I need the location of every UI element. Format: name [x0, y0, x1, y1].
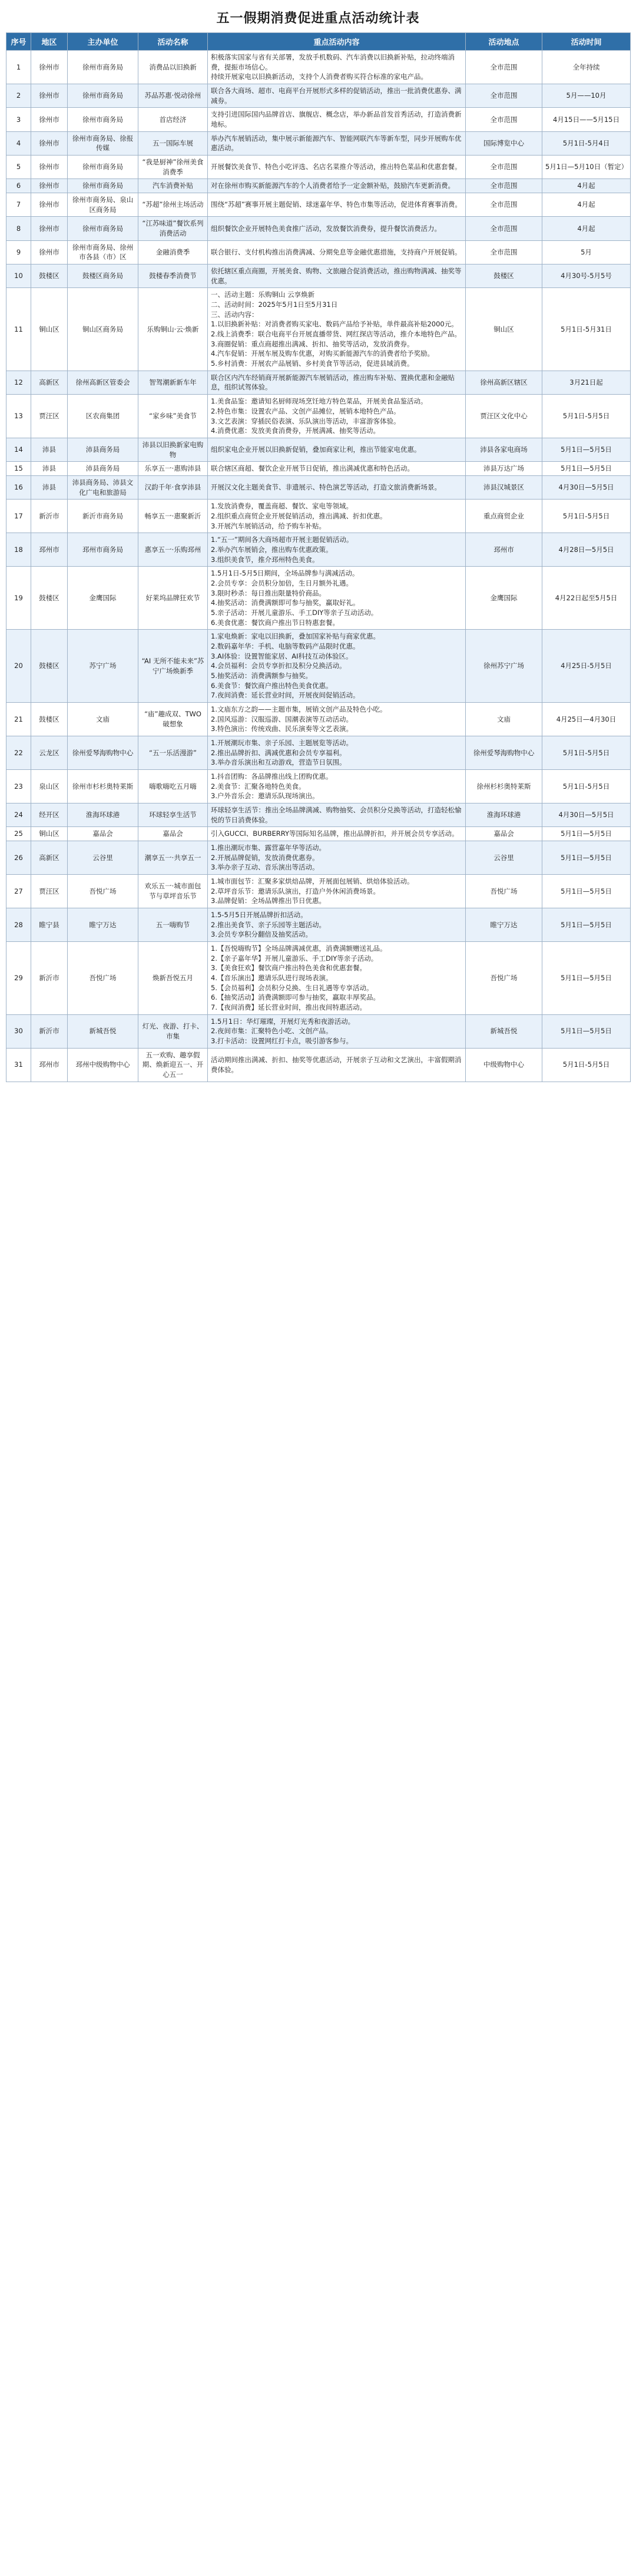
cell-time: 4月15日——5月15日 [542, 108, 631, 131]
page [0, 0, 636, 1089]
cell-place: 徐州高新区辖区 [466, 371, 542, 394]
cell-region: 鼓楼区 [31, 630, 68, 703]
cell-region: 新沂市 [31, 500, 68, 533]
cell-organizer: 徐州市商务局 [68, 108, 138, 131]
cell-activity-content: 1.城市面包节：汇聚多家烘焙品牌，开展面包展销、烘焙体验活动。 2.草坪音乐节：邀请乐队演出，打造户外休闲消费场景。 3.品牌促销：全场品牌推出节日优惠。 [208, 875, 466, 908]
cell-no: 21 [6, 702, 31, 736]
cell-time: 4月起 [542, 179, 631, 193]
cell-time: 5月1日-5月31日 [542, 288, 631, 371]
cell-activity-content: 支持引进国际国内品牌首店、旗舰店、概念店，举办新品首发首秀活动，打造消费新地标。 [208, 108, 466, 131]
cell-activity-name: “五一乐活漫游” [138, 736, 208, 769]
cell-organizer: 嘉品会 [68, 827, 138, 841]
cell-organizer: 新沂市商务局 [68, 500, 138, 533]
cell-activity-content: 1.抖音团购：各品牌推出线上团购优惠。 2.美食节：汇聚各地特色美食。 3.户外音乐会：邀请乐队现场演出。 [208, 770, 466, 803]
cell-region: 徐州市 [31, 156, 68, 179]
header-time: 活动时间 [542, 33, 631, 51]
cell-activity-content: 对在徐州市购买新能源汽车的个人消费者给予一定金额补贴，鼓励汽车更新消费。 [208, 179, 466, 193]
cell-place: 全市范围 [466, 84, 542, 108]
cell-place: 徐州杉杉奥特莱斯 [466, 770, 542, 803]
table-row [6, 462, 631, 476]
cell-region: 徐州市 [31, 108, 68, 131]
cell-place: 吾悦广场 [466, 942, 542, 1015]
cell-no: 13 [6, 395, 31, 438]
cell-no: 6 [6, 179, 31, 193]
cell-place: 全市范围 [466, 156, 542, 179]
cell-organizer: 沛县商务局、沛县文化广电和旅游局 [68, 475, 138, 499]
cell-no: 16 [6, 475, 31, 499]
cell-activity-name: 沛县以旧换新家电购物 [138, 438, 208, 461]
table-row [6, 438, 631, 461]
cell-activity-name: “AI 无所不能未来”苏宁广场焕新季 [138, 630, 208, 703]
table-row [6, 217, 631, 240]
cell-time: 5月1日—5月10日（暂定） [542, 156, 631, 179]
cell-organizer: 徐州市商务局、徐州市各县（市）区 [68, 240, 138, 264]
cell-activity-name: 五一国际车展 [138, 131, 208, 155]
cell-organizer: 淮海环球港 [68, 803, 138, 827]
table-header-row [6, 33, 631, 51]
cell-region: 高新区 [31, 371, 68, 394]
cell-place: 吾悦广场 [466, 875, 542, 908]
cell-organizer: 睢宁万达 [68, 908, 138, 942]
cell-activity-content: 开展汉文化主题美食节、非遗展示、特色演艺等活动，打造文旅消费新场景。 [208, 475, 466, 499]
cell-region: 邳州市 [31, 533, 68, 567]
cell-activity-name: 畅享五一·惠聚新沂 [138, 500, 208, 533]
table-row [6, 371, 631, 394]
table-row [6, 264, 631, 288]
cell-place: 鼓楼区 [466, 264, 542, 288]
cell-time: 4月25日—4月30日 [542, 702, 631, 736]
cell-time: 5月 [542, 240, 631, 264]
cell-region: 徐州市 [31, 193, 68, 217]
cell-organizer: 沛县商务局 [68, 462, 138, 476]
cell-activity-content: 组织家电企业开展以旧换新促销，叠加商家让利，推出节能家电优惠。 [208, 438, 466, 461]
cell-place: 贾汪区文化中心 [466, 395, 542, 438]
cell-time: 5月1日—5月5日 [542, 841, 631, 875]
cell-activity-name: 潮享五一·共享五一 [138, 841, 208, 875]
cell-time: 5月1日-5月4日 [542, 131, 631, 155]
cell-activity-name: 首店经济 [138, 108, 208, 131]
cell-no: 12 [6, 371, 31, 394]
cell-no: 20 [6, 630, 31, 703]
cell-region: 新沂市 [31, 942, 68, 1015]
cell-activity-content: 1.文庙东方之韵——主题市集，展销文创产品及特色小吃。 2.国风巡游：汉服巡游、国潮表演等互动活动。 3.特色演出：传统戏曲、民乐演奏等文艺表演。 [208, 702, 466, 736]
cell-no: 30 [6, 1014, 31, 1048]
cell-activity-name: “苏超”徐州主场活动 [138, 193, 208, 217]
cell-organizer: 徐州市商务局 [68, 217, 138, 240]
cell-place: 沛县汉城景区 [466, 475, 542, 499]
cell-activity-name: 金融消费季 [138, 240, 208, 264]
cell-place: 邳州市 [466, 533, 542, 567]
cell-organizer: 新城吾悦 [68, 1014, 138, 1048]
cell-no: 28 [6, 908, 31, 942]
header-organizer: 主办单位 [68, 33, 138, 51]
cell-activity-name: “家乡味”美食节 [138, 395, 208, 438]
cell-activity-name: 苏品苏惠·悦动徐州 [138, 84, 208, 108]
table-row [6, 179, 631, 193]
cell-region: 高新区 [31, 841, 68, 875]
cell-activity-content: 1.家电焕新：家电以旧换新，叠加国家补贴与商家优惠。 2.数码嘉年华：手机、电脑等数码产品限时优惠。 3.AI体验：设置智能家居、AI科技互动体验区。 4.会员福利：会员专享折扣及积分兑换活动。 5.抽奖活动：消费满额参与抽奖。 6.美食节：餐饮商户推出特色美食优惠。 7.夜间消费：延长营业时间，开展夜间促销活动。 [208, 630, 466, 703]
cell-time: 4月22日起至5月5日 [542, 567, 631, 630]
cell-place: 全市范围 [466, 51, 542, 84]
cell-activity-name: 乐购铜山·云·焕新 [138, 288, 208, 371]
cell-organizer: 沛县商务局 [68, 438, 138, 461]
cell-place: 铜山区 [466, 288, 542, 371]
cell-time: 全年持续 [542, 51, 631, 84]
cell-activity-name: 五一嗨购节 [138, 908, 208, 942]
cell-region: 鼓楼区 [31, 567, 68, 630]
cell-region: 睢宁县 [31, 908, 68, 942]
cell-time: 4月起 [542, 193, 631, 217]
cell-no: 25 [6, 827, 31, 841]
cell-region: 徐州市 [31, 217, 68, 240]
cell-organizer: 邳州市商务局 [68, 533, 138, 567]
table-row [6, 827, 631, 841]
cell-time: 5月1日—5月5日 [542, 1014, 631, 1048]
cell-activity-name: 焕新吾悦五月 [138, 942, 208, 1015]
cell-activity-content: 联合区内汽车经销商开展新能源汽车展销活动，推出购车补贴、置换优惠和金融贴息，组织试驾体验。 [208, 371, 466, 394]
cell-activity-name: 智驾潮新新车年 [138, 371, 208, 394]
cell-no: 22 [6, 736, 31, 769]
cell-activity-name: 欢乐五一·城市面包节与草坪音乐节 [138, 875, 208, 908]
cell-organizer: 云谷里 [68, 841, 138, 875]
table-row [6, 131, 631, 155]
cell-no: 4 [6, 131, 31, 155]
cell-no: 15 [6, 462, 31, 476]
cell-time: 5月1日—5月5日 [542, 438, 631, 461]
cell-no: 26 [6, 841, 31, 875]
cell-place: 全市范围 [466, 108, 542, 131]
cell-activity-name: 汉韵千年·食享沛县 [138, 475, 208, 499]
cell-time: 5月1日—5月5日 [542, 827, 631, 841]
cell-activity-content: 开展餐饮美食节、特色小吃评选、名店名菜推介等活动，推出特色菜品和优惠套餐。 [208, 156, 466, 179]
cell-place: 嘉品会 [466, 827, 542, 841]
cell-time: 5月1日—5月5日 [542, 942, 631, 1015]
table-row [6, 193, 631, 217]
table-row [6, 1014, 631, 1048]
cell-activity-name: 嗨歌嗨吃五月嗨 [138, 770, 208, 803]
cell-region: 鼓楼区 [31, 702, 68, 736]
cell-no: 3 [6, 108, 31, 131]
cell-organizer: 邳州中级购物中心 [68, 1048, 138, 1082]
cell-region: 徐州市 [31, 84, 68, 108]
table-row [6, 475, 631, 499]
table-row [6, 84, 631, 108]
cell-place: 全市范围 [466, 240, 542, 264]
cell-organizer: 徐州市商务局、泉山区商务局 [68, 193, 138, 217]
cell-activity-content: 引入GUCCI、BURBERRY等国际知名品牌，推出品牌折扣，并开展会员专享活动。 [208, 827, 466, 841]
table-row [6, 395, 631, 438]
cell-region: 经开区 [31, 803, 68, 827]
cell-place: 国际博览中心 [466, 131, 542, 155]
table-body [6, 51, 631, 1082]
cell-time: 4月30日—5月5日 [542, 803, 631, 827]
cell-organizer: 徐州市商务局 [68, 51, 138, 84]
table-row [6, 841, 631, 875]
table-row [6, 1048, 631, 1082]
cell-region: 徐州市 [31, 240, 68, 264]
header-place: 活动地点 [466, 33, 542, 51]
table-row [6, 803, 631, 827]
cell-time: 4月30日—5月5日 [542, 475, 631, 499]
cell-activity-content: 联合各大商场、超市、电商平台开展形式多样的促销活动，推出一批消费优惠券、满减券。 [208, 84, 466, 108]
cell-no: 31 [6, 1048, 31, 1082]
cell-region: 徐州市 [31, 51, 68, 84]
table-row [6, 770, 631, 803]
cell-activity-content: 1.发放消费券，覆盖商超、餐饮、家电等领域。 2.组织重点商贸企业开展促销活动，推出满减、折扣优惠。 3.开展汽车展销活动，给予购车补贴。 [208, 500, 466, 533]
cell-activity-content: 积极落实国家与省有关部署，发放手机数码、汽车消费以旧换新补贴，拉动终端消费，提振市场信心。 持续开展家电以旧换新活动，支持个人消费者购买符合标准的家电产品。 [208, 51, 466, 84]
cell-activity-content: 1.开展潮玩市集、亲子乐园、主题展览等活动。 2.推出品牌折扣、满减优惠和会员专享福利。 3.举办音乐演出和互动游戏，营造节日氛围。 [208, 736, 466, 769]
cell-no: 11 [6, 288, 31, 371]
cell-time: 4月30号-5月5号 [542, 264, 631, 288]
cell-no: 27 [6, 875, 31, 908]
table-row [6, 942, 631, 1015]
cell-place: 云谷里 [466, 841, 542, 875]
table-row [6, 51, 631, 84]
cell-no: 23 [6, 770, 31, 803]
cell-time: 5月1日—5月5日 [542, 875, 631, 908]
cell-activity-name: 消费品以旧换新 [138, 51, 208, 84]
cell-no: 29 [6, 942, 31, 1015]
cell-time: 5月1日—5月5日 [542, 462, 631, 476]
cell-place: 徐州爱琴海购物中心 [466, 736, 542, 769]
cell-no: 10 [6, 264, 31, 288]
table-row [6, 108, 631, 131]
cell-no: 9 [6, 240, 31, 264]
cell-region: 新沂市 [31, 1014, 68, 1048]
cell-region: 贾汪区 [31, 875, 68, 908]
cell-activity-content: 一、活动主题：乐购铜山 云享焕新 二、活动时间：2025年5月1日至5月31日 三、活动内容： 1.以旧换新补贴：对消费者购买家电、数码产品给予补贴，单件最高补贴2000元。 2.线上消费季：联合电商平台开展直播带货、网红探店等活动，推介本地特色产品。 3.商圈促销：重点商超推出满减、折扣、抽奖等活动，发放消费券。 4.汽车促销：开展车展及购车优惠，对购买新能源汽车的消费者给予奖励。 5.乡村消费：开展农产品展销、乡村美食节等活动，促进县域消费。 [208, 288, 466, 371]
cell-organizer: 吾悦广场 [68, 942, 138, 1015]
cell-activity-name: 灯光、夜游、打卡、市集 [138, 1014, 208, 1048]
cell-activity-name: 惠享五一·乐购邳州 [138, 533, 208, 567]
cell-activity-content: 活动期间推出满减、折扣、抽奖等优惠活动，开展亲子互动和文艺演出，丰富假期消费体验。 [208, 1048, 466, 1082]
cell-region: 贾汪区 [31, 395, 68, 438]
cell-activity-content: 联合银行、支付机构推出消费满减、分期免息等金融优惠措施，支持商户开展促销。 [208, 240, 466, 264]
cell-organizer: 徐州市杉杉奥特莱斯 [68, 770, 138, 803]
cell-place: 新城吾悦 [466, 1014, 542, 1048]
cell-activity-content: 1.推出潮玩市集、露营嘉年华等活动。 2.开展品牌促销，发放消费优惠券。 3.举办亲子互动、音乐演出等活动。 [208, 841, 466, 875]
cell-place: 金鹰国际 [466, 567, 542, 630]
header-region: 地区 [31, 33, 68, 51]
cell-time: 5月1日—5月5日 [542, 908, 631, 942]
cell-region: 沛县 [31, 475, 68, 499]
cell-region: 徐州市 [31, 131, 68, 155]
cell-time: 5月1日-5月5日 [542, 500, 631, 533]
cell-region: 铜山区 [31, 827, 68, 841]
cell-activity-content: 1.5-5月5日开展品牌折扣活动。 2.推出美食节、亲子乐园等主题活动。 3.会员专享积分翻倍及抽奖活动。 [208, 908, 466, 942]
cell-organizer: 徐州高新区管委会 [68, 371, 138, 394]
cell-time: 5月1日-5月5日 [542, 395, 631, 438]
cell-place: 文庙 [466, 702, 542, 736]
cell-region: 徐州市 [31, 179, 68, 193]
cell-activity-content: 1.5月1日：华灯璀璨，开展灯光秀和夜游活动。 2.夜间市集：汇聚特色小吃、文创产品。 3.打卡活动：设置网红打卡点，吸引游客参与。 [208, 1014, 466, 1048]
cell-place: 重点商贸企业 [466, 500, 542, 533]
cell-time: 3月21日起 [542, 371, 631, 394]
cell-organizer: 区农商集团 [68, 395, 138, 438]
activity-table [6, 32, 631, 1082]
cell-no: 17 [6, 500, 31, 533]
cell-activity-content: 举办汽车展销活动，集中展示新能源汽车、智能网联汽车等新车型，同步开展购车优惠活动。 [208, 131, 466, 155]
cell-activity-name: 嘉品会 [138, 827, 208, 841]
cell-activity-content: 1.“五一”期间各大商场超市开展主题促销活动。 2.举办汽车展销会，推出购车优惠政策。 3.组织美食节，推介邳州特色美食。 [208, 533, 466, 567]
cell-organizer: 徐州市商务局 [68, 84, 138, 108]
cell-organizer: 吾悦广场 [68, 875, 138, 908]
cell-organizer: 鼓楼区商务局 [68, 264, 138, 288]
cell-activity-name: 好莱坞品牌狂欢节 [138, 567, 208, 630]
cell-organizer: 徐州市商务局、徐报传媒 [68, 131, 138, 155]
cell-no: 2 [6, 84, 31, 108]
cell-place: 全市范围 [466, 217, 542, 240]
cell-time: 5月1日-5月5日 [542, 736, 631, 769]
cell-no: 5 [6, 156, 31, 179]
cell-region: 云龙区 [31, 736, 68, 769]
cell-no: 8 [6, 217, 31, 240]
cell-no: 7 [6, 193, 31, 217]
cell-activity-name: 鼓楼春季消费节 [138, 264, 208, 288]
cell-organizer: 金鹰国际 [68, 567, 138, 630]
cell-no: 14 [6, 438, 31, 461]
table-row [6, 240, 631, 264]
table-row [6, 567, 631, 630]
cell-place: 淮海环球港 [466, 803, 542, 827]
table-row [6, 875, 631, 908]
cell-activity-content: 1.5月1日-5月5日期间，全场品牌参与满减活动。 2.会员专享：会员积分加倍，生日月额外礼遇。 3.限时秒杀：每日推出限量特价商品。 4.抽奖活动：消费满额即可参与抽奖，赢取好礼。 5.亲子活动：开展儿童游乐、手工DIY等亲子互动活动。 6.美食优惠：餐饮商户推出节日特惠套餐。 [208, 567, 466, 630]
header-activity-name: 活动名称 [138, 33, 208, 51]
cell-region: 鼓楼区 [31, 264, 68, 288]
cell-organizer: 徐州市商务局 [68, 156, 138, 179]
header-no: 序号 [6, 33, 31, 51]
cell-place: 沛县各家电商场 [466, 438, 542, 461]
cell-activity-content: 依托辖区重点商圈，开展美食、购物、文旅融合促消费活动，推出购物满减、抽奖等优惠。 [208, 264, 466, 288]
table-row [6, 288, 631, 371]
cell-organizer: 铜山区商务局 [68, 288, 138, 371]
cell-place: 徐州苏宁广场 [466, 630, 542, 703]
table-row [6, 736, 631, 769]
table-row [6, 908, 631, 942]
cell-no: 1 [6, 51, 31, 84]
cell-organizer: 文庙 [68, 702, 138, 736]
cell-region: 铜山区 [31, 288, 68, 371]
cell-place: 沛县万达广场 [466, 462, 542, 476]
cell-region: 邳州市 [31, 1048, 68, 1082]
cell-region: 泉山区 [31, 770, 68, 803]
cell-time: 5月1日-5月5日 [542, 770, 631, 803]
cell-organizer: 苏宁广场 [68, 630, 138, 703]
cell-time: 4月25日-5月5日 [542, 630, 631, 703]
cell-activity-name: 乐享五一·惠购沛县 [138, 462, 208, 476]
cell-no: 19 [6, 567, 31, 630]
cell-no: 18 [6, 533, 31, 567]
cell-region: 沛县 [31, 462, 68, 476]
cell-organizer: 徐州爱琴海购物中心 [68, 736, 138, 769]
cell-activity-content: 组织餐饮企业开展特色美食推广活动，发放餐饮消费券，提升餐饮消费活力。 [208, 217, 466, 240]
page-title: 五一假期消费促进重点活动统计表 [216, 11, 420, 26]
table-row [6, 533, 631, 567]
cell-activity-content: 环球轻享生活节：推出全场品牌满减、购物抽奖、会员积分兑换等活动，打造轻松愉悦的节日消费体验。 [208, 803, 466, 827]
table-row [6, 500, 631, 533]
cell-place: 全市范围 [466, 193, 542, 217]
cell-activity-content: 围绕“苏超”赛事开展主题促销、球迷嘉年华、特色市集等活动，促进体育赛事消费。 [208, 193, 466, 217]
header-activity-content: 重点活动内容 [208, 33, 466, 51]
cell-activity-name: “我是厨神”徐州美食消费季 [138, 156, 208, 179]
cell-no: 24 [6, 803, 31, 827]
cell-activity-content: 1.【吾悦嗨购节】全场品牌满减优惠，消费满额赠送礼品。 2.【亲子嘉年华】开展儿童游乐、手工DIY等亲子活动。 3.【美食狂欢】餐饮商户推出特色美食和优惠套餐。 4.【音乐演出】邀请乐队进行现场表演。 5.【会员福利】会员积分兑换、生日礼遇等专享活动。 6.【抽奖活动】消费满额即可参与抽奖，赢取丰厚奖品。 7.【夜间消费】延长营业时间，推出夜间特惠活动。 [208, 942, 466, 1015]
cell-time: 5月1日-5月5日 [542, 1048, 631, 1082]
cell-region: 沛县 [31, 438, 68, 461]
cell-time: 4月28日—5月5日 [542, 533, 631, 567]
table-row [6, 156, 631, 179]
cell-place: 全市范围 [466, 179, 542, 193]
table-row [6, 630, 631, 703]
table-row [6, 702, 631, 736]
cell-organizer: 徐州市商务局 [68, 179, 138, 193]
cell-activity-name: “庙”趣成双、TWO破想象 [138, 702, 208, 736]
cell-activity-content: 1.美食品鉴：邀请知名厨师现场烹饪地方特色菜品，开展美食品鉴活动。 2.特色市集：设置农产品、文创产品摊位，展销本地特色产品。 3.文艺表演：穿插民俗表演、乐队演出等活动，丰富游客体验。 4.消费优惠：发放美食消费券，开展满减、抽奖等活动。 [208, 395, 466, 438]
cell-activity-name: 汽车消费补贴 [138, 179, 208, 193]
cell-time: 5月——10月 [542, 84, 631, 108]
cell-activity-content: 联合辖区商超、餐饮企业开展节日促销，推出满减优惠和特色活动。 [208, 462, 466, 476]
cell-activity-name: “江苏味道”餐饮系列消费活动 [138, 217, 208, 240]
cell-place: 睢宁万达 [466, 908, 542, 942]
cell-time: 4月起 [542, 217, 631, 240]
cell-activity-name: 环球轻享生活节 [138, 803, 208, 827]
cell-activity-name: 五一欢购、趣享假期、焕新迎五一、开心五一 [138, 1048, 208, 1082]
cell-place: 中级购物中心 [466, 1048, 542, 1082]
